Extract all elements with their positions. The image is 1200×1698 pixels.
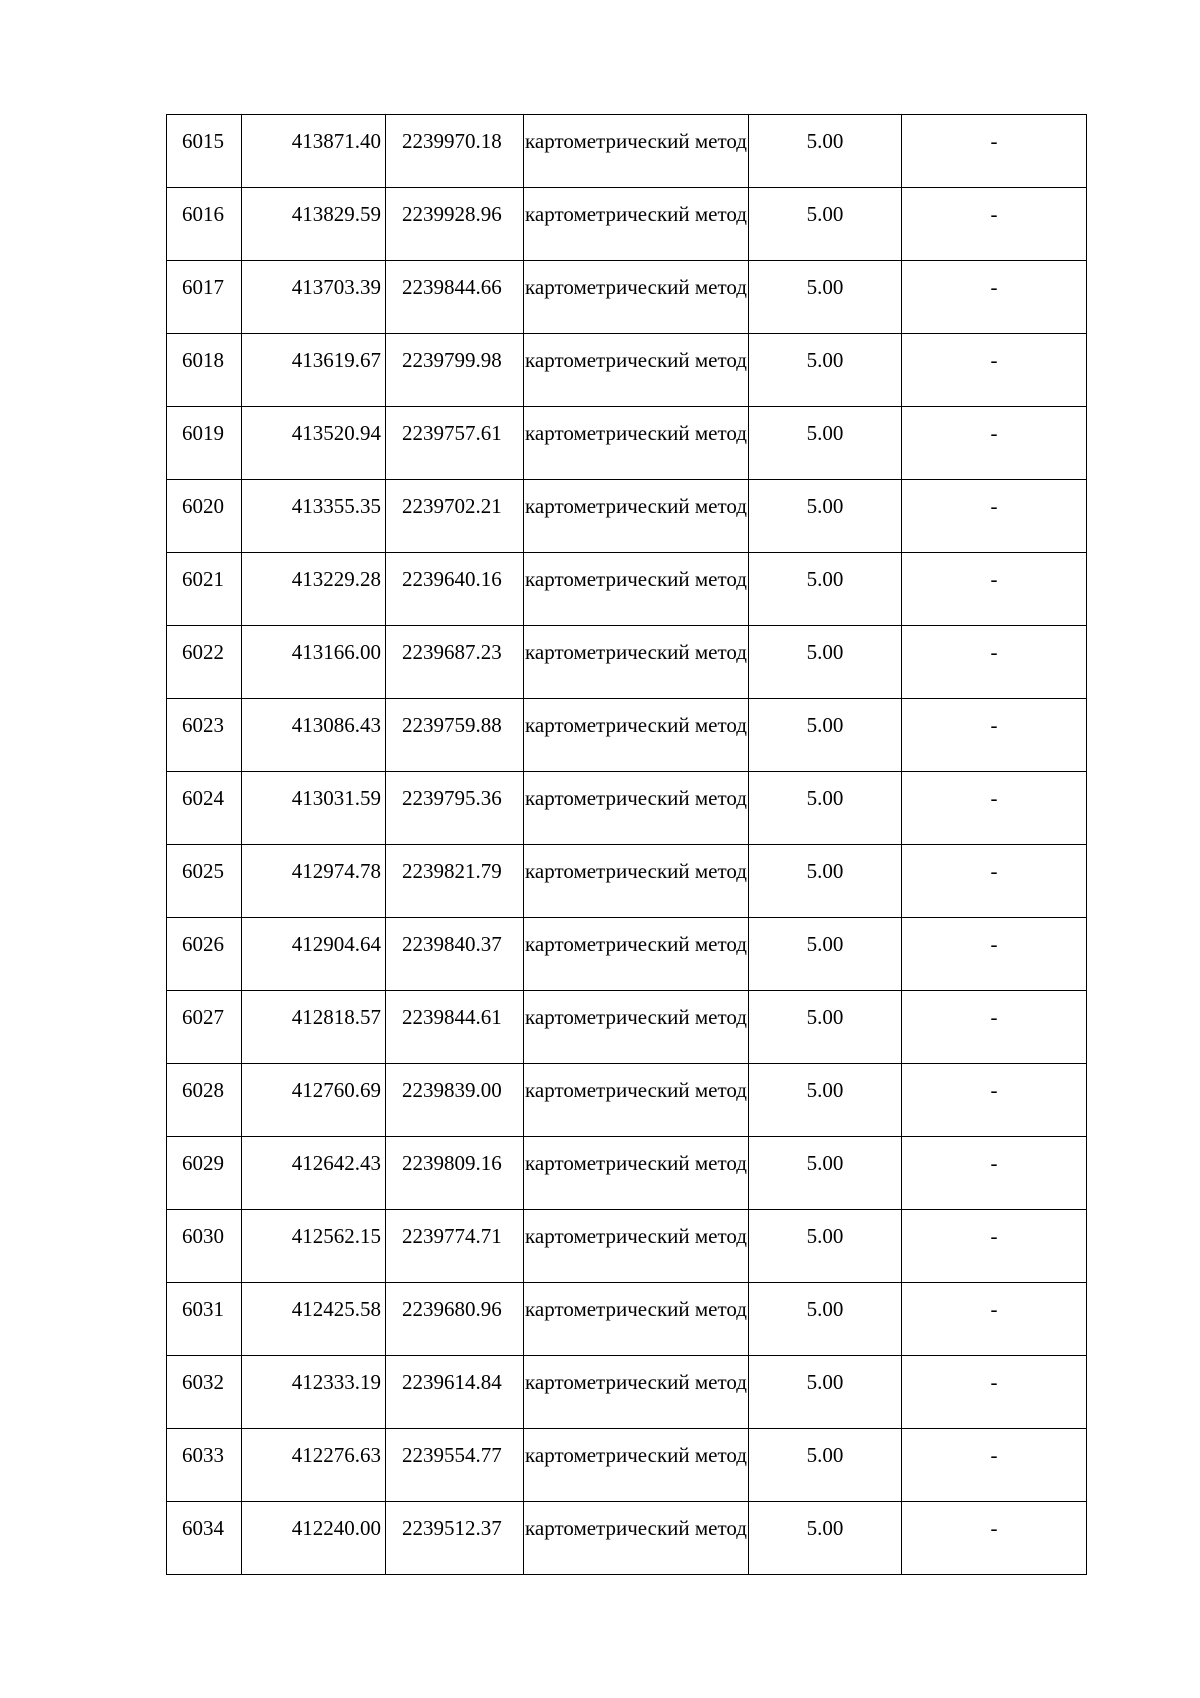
method-cell: картометрический метод — [524, 1210, 749, 1283]
table-row — [167, 845, 1087, 918]
table-row — [167, 553, 1087, 626]
precision-cell: 5.00 — [749, 1502, 902, 1575]
y-coordinate-cell: 2239799.98 — [386, 334, 524, 407]
x-coordinate-cell: 413703.39 — [242, 261, 386, 334]
table-row — [167, 115, 1087, 188]
y-coordinate-cell: 2239821.79 — [386, 845, 524, 918]
x-coordinate-cell: 412818.57 — [242, 991, 386, 1064]
description-cell: - — [902, 334, 1087, 407]
table-row — [167, 626, 1087, 699]
precision-cell: 5.00 — [749, 1064, 902, 1137]
point-number-cell: 6028 — [167, 1064, 242, 1137]
x-coordinate-cell: 412642.43 — [242, 1137, 386, 1210]
point-number-cell: 6031 — [167, 1283, 242, 1356]
point-number-cell: 6029 — [167, 1137, 242, 1210]
precision-cell: 5.00 — [749, 1210, 902, 1283]
y-coordinate-cell: 2239809.16 — [386, 1137, 524, 1210]
point-number-cell: 6026 — [167, 918, 242, 991]
precision-cell: 5.00 — [749, 699, 902, 772]
method-cell: картометрический метод — [524, 334, 749, 407]
point-number-cell: 6025 — [167, 845, 242, 918]
description-cell: - — [902, 261, 1087, 334]
table-row — [167, 480, 1087, 553]
y-coordinate-cell: 2239839.00 — [386, 1064, 524, 1137]
method-cell: картометрический метод — [524, 188, 749, 261]
y-coordinate-cell: 2239844.66 — [386, 261, 524, 334]
x-coordinate-cell: 412333.19 — [242, 1356, 386, 1429]
coordinates-table — [166, 114, 1087, 1575]
point-number-cell: 6017 — [167, 261, 242, 334]
precision-cell: 5.00 — [749, 1137, 902, 1210]
point-number-cell: 6020 — [167, 480, 242, 553]
description-cell: - — [902, 626, 1087, 699]
y-coordinate-cell: 2239759.88 — [386, 699, 524, 772]
y-coordinate-cell: 2239512.37 — [386, 1502, 524, 1575]
x-coordinate-cell: 412240.00 — [242, 1502, 386, 1575]
x-coordinate-cell: 413166.00 — [242, 626, 386, 699]
method-cell: картометрический метод — [524, 1064, 749, 1137]
method-cell: картометрический метод — [524, 845, 749, 918]
description-cell: - — [902, 115, 1087, 188]
x-coordinate-cell: 413229.28 — [242, 553, 386, 626]
y-coordinate-cell: 2239680.96 — [386, 1283, 524, 1356]
method-cell: картометрический метод — [524, 1283, 749, 1356]
description-cell: - — [902, 991, 1087, 1064]
method-cell: картометрический метод — [524, 261, 749, 334]
y-coordinate-cell: 2239840.37 — [386, 918, 524, 991]
table-row — [167, 991, 1087, 1064]
precision-cell: 5.00 — [749, 918, 902, 991]
description-cell: - — [902, 1064, 1087, 1137]
precision-cell: 5.00 — [749, 553, 902, 626]
point-number-cell: 6024 — [167, 772, 242, 845]
y-coordinate-cell: 2239844.61 — [386, 991, 524, 1064]
method-cell: картометрический метод — [524, 991, 749, 1064]
description-cell: - — [902, 772, 1087, 845]
table-row — [167, 918, 1087, 991]
point-number-cell: 6021 — [167, 553, 242, 626]
y-coordinate-cell: 2239795.36 — [386, 772, 524, 845]
y-coordinate-cell: 2239970.18 — [386, 115, 524, 188]
x-coordinate-cell: 413355.35 — [242, 480, 386, 553]
description-cell: - — [902, 845, 1087, 918]
method-cell: картометрический метод — [524, 1356, 749, 1429]
description-cell: - — [902, 553, 1087, 626]
method-cell: картометрический метод — [524, 699, 749, 772]
y-coordinate-cell: 2239687.23 — [386, 626, 524, 699]
method-cell: картометрический метод — [524, 480, 749, 553]
method-cell: картометрический метод — [524, 1429, 749, 1502]
description-cell: - — [902, 480, 1087, 553]
point-number-cell: 6019 — [167, 407, 242, 480]
coordinates-table-body — [167, 115, 1087, 1575]
table-row — [167, 188, 1087, 261]
precision-cell: 5.00 — [749, 334, 902, 407]
table-row — [167, 334, 1087, 407]
table-row — [167, 407, 1087, 480]
method-cell: картометрический метод — [524, 407, 749, 480]
x-coordinate-cell: 413619.67 — [242, 334, 386, 407]
point-number-cell: 6016 — [167, 188, 242, 261]
precision-cell: 5.00 — [749, 845, 902, 918]
description-cell: - — [902, 188, 1087, 261]
x-coordinate-cell: 412276.63 — [242, 1429, 386, 1502]
precision-cell: 5.00 — [749, 407, 902, 480]
x-coordinate-cell: 413829.59 — [242, 188, 386, 261]
point-number-cell: 6032 — [167, 1356, 242, 1429]
x-coordinate-cell: 413031.59 — [242, 772, 386, 845]
table-row — [167, 1283, 1087, 1356]
description-cell: - — [902, 918, 1087, 991]
x-coordinate-cell: 412904.64 — [242, 918, 386, 991]
method-cell: картометрический метод — [524, 553, 749, 626]
description-cell: - — [902, 1356, 1087, 1429]
y-coordinate-cell: 2239640.16 — [386, 553, 524, 626]
precision-cell: 5.00 — [749, 1429, 902, 1502]
x-coordinate-cell: 413086.43 — [242, 699, 386, 772]
x-coordinate-cell: 412760.69 — [242, 1064, 386, 1137]
y-coordinate-cell: 2239614.84 — [386, 1356, 524, 1429]
table-row — [167, 699, 1087, 772]
point-number-cell: 6030 — [167, 1210, 242, 1283]
method-cell: картометрический метод — [524, 626, 749, 699]
description-cell: - — [902, 1283, 1087, 1356]
x-coordinate-cell: 413520.94 — [242, 407, 386, 480]
method-cell: картометрический метод — [524, 772, 749, 845]
point-number-cell: 6034 — [167, 1502, 242, 1575]
point-number-cell: 6033 — [167, 1429, 242, 1502]
description-cell: - — [902, 1429, 1087, 1502]
table-row — [167, 1502, 1087, 1575]
y-coordinate-cell: 2239774.71 — [386, 1210, 524, 1283]
description-cell: - — [902, 1137, 1087, 1210]
precision-cell: 5.00 — [749, 115, 902, 188]
description-cell: - — [902, 1502, 1087, 1575]
y-coordinate-cell: 2239554.77 — [386, 1429, 524, 1502]
method-cell: картометрический метод — [524, 115, 749, 188]
table-row — [167, 1356, 1087, 1429]
precision-cell: 5.00 — [749, 991, 902, 1064]
point-number-cell: 6022 — [167, 626, 242, 699]
precision-cell: 5.00 — [749, 1356, 902, 1429]
y-coordinate-cell: 2239757.61 — [386, 407, 524, 480]
method-cell: картометрический метод — [524, 1137, 749, 1210]
table-row — [167, 772, 1087, 845]
description-cell: - — [902, 699, 1087, 772]
table-row — [167, 1137, 1087, 1210]
table-row — [167, 1429, 1087, 1502]
precision-cell: 5.00 — [749, 1283, 902, 1356]
y-coordinate-cell: 2239702.21 — [386, 480, 524, 553]
x-coordinate-cell: 412562.15 — [242, 1210, 386, 1283]
table-row — [167, 261, 1087, 334]
description-cell: - — [902, 1210, 1087, 1283]
precision-cell: 5.00 — [749, 772, 902, 845]
y-coordinate-cell: 2239928.96 — [386, 188, 524, 261]
precision-cell: 5.00 — [749, 626, 902, 699]
point-number-cell: 6027 — [167, 991, 242, 1064]
precision-cell: 5.00 — [749, 261, 902, 334]
point-number-cell: 6015 — [167, 115, 242, 188]
x-coordinate-cell: 412425.58 — [242, 1283, 386, 1356]
table-row — [167, 1064, 1087, 1137]
method-cell: картометрический метод — [524, 918, 749, 991]
precision-cell: 5.00 — [749, 188, 902, 261]
x-coordinate-cell: 413871.40 — [242, 115, 386, 188]
description-cell: - — [902, 407, 1087, 480]
precision-cell: 5.00 — [749, 480, 902, 553]
method-cell: картометрический метод — [524, 1502, 749, 1575]
point-number-cell: 6018 — [167, 334, 242, 407]
table-row — [167, 1210, 1087, 1283]
x-coordinate-cell: 412974.78 — [242, 845, 386, 918]
point-number-cell: 6023 — [167, 699, 242, 772]
